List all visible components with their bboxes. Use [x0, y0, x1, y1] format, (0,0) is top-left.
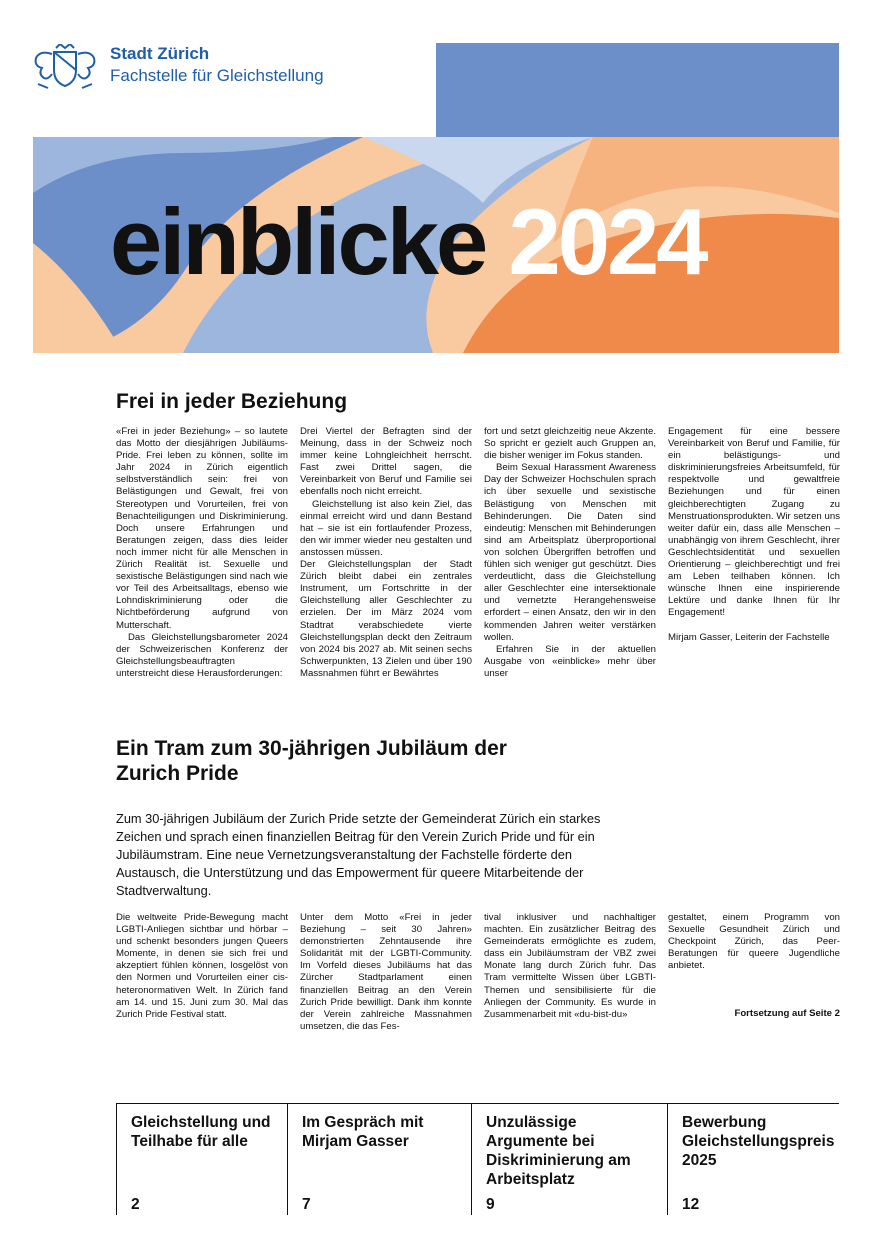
- paragraph: Beim Sexual Harassment Awareness Day der Schweizer Hochschulen sprach ich über sexuelle und sexistische Belästigung von Menschen mit Behinderungen. Die Daten sind eindeutig: Menschen mit Behinderungen sind am Arbeitsplatz überproportional von solchen Übergriffen betroffen und fühlen sich weniger gut geschützt. Dies verdeutlicht, dass die Gleichstellung aller Geschlechter eine intersektionale und vernetzte Herangehensweise erfordert – einen Ansatz, den wir in den kommenden Jahren weiter verstärken wollen.: [484, 462, 656, 643]
- article1-column-1: [116, 426, 288, 680]
- toc-title: Gleichstellung und Teilhabe für alle: [131, 1114, 271, 1150]
- toc-page-number: 7: [302, 1196, 311, 1213]
- article1-column-2: [300, 426, 472, 680]
- toc-page-number: 12: [682, 1196, 700, 1213]
- toc-title: Unzulässige Argumente bei Diskriminierung am Arbeitsplatz: [486, 1114, 631, 1188]
- paragraph: Das Gleichstellungsbarometer 2024 der Schweizerischen Konferenz der Gleichstellungsbeauftragten unterstreicht diese Herausforderungen:: [116, 631, 288, 679]
- heading-line: Ein Tram zum 30-jährigen Jubiläum der: [116, 737, 507, 760]
- toc-page-number: 2: [131, 1196, 140, 1213]
- signature: Mirjam Gasser, Leiterin der Fachstelle: [668, 631, 830, 643]
- paragraph: Erfahren Sie in der aktuellen Ausgabe von «einblicke» mehr über unser: [484, 643, 656, 679]
- article2-column-3: tival inklusiver und nachhaltiger machten. Ein zusätzlicher Beitrag des Gemeinderats ermöglichte es zudem, dass ein Jubiläumstram der VBZ zwei Monate lang durch Zürich fuhr. Das Tram vermittelte Wissen über LGBTI-Themen und sensibilisierte für die Anliegen der Community. Es wurde in Zusammenarbeit mit «du-bist-du»: [484, 912, 656, 1020]
- toc-item[interactable]: [287, 1103, 472, 1215]
- article2-column-2: Unter dem Motto «Frei in jeder Beziehung – seit 30 Jahren» demonstrierten Zehntausende ihre Solidarität mit der LGBTI-Community. Im Vorfeld dieses Jubiläums hat das Zürcher Stadtparlament einen finanziellen Beitrag an den Verein Zurich Pride bewilligt. Dank ihm konnte der Verein zahlreiche Massnahmen umsetzen, die das Fes-: [300, 912, 472, 1032]
- toc-title: Im Gespräch mit Mirjam Gasser: [302, 1114, 424, 1150]
- title-word: einblicke: [110, 189, 486, 294]
- org-unit: Fachstelle für Gleichstellung: [110, 66, 324, 85]
- org-name: Stadt Zürich: [110, 44, 210, 63]
- paragraph: Drei Viertel der Befragten sind der Meinung, dass in der Schweiz noch immer keine Lohngleichheit herrscht. Fast zwei Drittel sagen, die Vereinbarkeit von Beruf und Familie sei ebenfalls noch nicht erreicht.: [300, 426, 472, 498]
- article2-heading: [116, 736, 716, 786]
- toc-item[interactable]: [471, 1103, 668, 1215]
- continued-note: Fortsetzung auf Seite 2: [734, 1008, 840, 1019]
- toc-page-number: 9: [486, 1196, 495, 1213]
- paragraph: Engagement für eine bessere Vereinbarkeit von Beruf und Familie, für ein belästigungs- und diskriminierungsfreies Arbeitsumfeld, für respektvolle und gewaltfreie Beziehungen und für einen gleichberechtigten Zugang zu Menstruationsprodukten. Wir setzen uns weiter dafür ein, dass alle Menschen – unabhängig von ihrem Geschlecht, ihrer Geschlechtsidentität und sexuellen Orientierung – gleichberechtigt und frei am Leben teilhaben können. Ich wünsche Ihnen eine inspirierende Lektüre und danke Ihnen für Ihr Engagement!: [668, 426, 840, 619]
- article2-column-1: Die weltweite Pride-Bewegung macht LGBTI-Anliegen sichtbar und hörbar – und schenkt besonders jungen Queers Momente, in denen sie sich frei und akzeptiert fühlen können, losgelöst von den Normen und Vorurteilen einer cis-heteronormativen Welt. In Zürich fand am 14. und 15. Juni zum 30. Mal das Zurich Pride Festival statt.: [116, 912, 288, 1020]
- paragraph: Der Gleichstellungsplan der Stadt Zürich bleibt dabei ein zentrales Instrument, um Fortschritte in der Gleichstellung aller Geschlechter zu erzielen. Der im März 2024 vom Stadtrat verabschiedete vierte Gleichstellungsplan deckt den Zeitraum von 2024 bis 2027 ab. Mit seinen sechs Schwerpunkten, 13 Zielen und über 190 Massnahmen führt er Bewährtes: [300, 559, 472, 679]
- title-year: 2024: [508, 189, 706, 294]
- toc-item[interactable]: [667, 1103, 840, 1215]
- article2-column-4: gestaltet, einem Programm von Sexuelle Gesundheit Zürich und Checkpoint Zürich, das Peer-Beratungen für queere Jugendliche anbietet.: [668, 912, 840, 972]
- toc-item[interactable]: [116, 1103, 287, 1215]
- article1-column-3: [484, 426, 656, 680]
- paragraph: fort und setzt gleichzeitig neue Akzente. So spricht er gezielt auch Gruppen an, die bisher weniger im Fokus standen.: [484, 426, 656, 462]
- article2-lead: Zum 30-jährigen Jubiläum der Zurich Pride setzte der Gemeinderat Zürich ein starkes Zeichen und sprach einen finanziellen Beitrag für den Verein Zurich Pride und für ein Jubiläumstram. Eine neue Vernetzungsveranstaltung der Fachstelle förderte den Austausch, die Unterstützung und das Empowerment für queere Mitarbeitende der Stadtverwaltung.: [116, 811, 601, 898]
- paragraph: «Frei in jeder Beziehung» – so lautete das Motto der diesjährigen Jubiläums-Pride. Frei leben zu können, sollte im Jahr 2024 in Zürich eigentlich selbstverständlich sein: frei von Belästigungen und Gewalt, frei von Stereotypen und Vorurteilen, frei von Benachteiligungen und Diskriminierung. Doch unsere Erfahrungen und Beratungen zeigen, dass dies leider noch immer nicht für alle Menschen in Zürich Realität ist. Sexuelle und sexistische Belästigungen sind nach wie vor Teil des Arbeitsalltags, ebenso wie Lohndiskriminierung oder die Nichtbeförderung aufgrund von Mutterschaft.: [116, 426, 288, 631]
- heading-line: Zurich Pride: [116, 762, 239, 786]
- article1-column-4: [668, 426, 840, 644]
- paragraph: Gleichstellung ist also kein Ziel, das einmal erreicht wird und dann Bestand hat – sie ist ein fortlaufender Prozess, den wir immer wieder neu gestalten und anstossen müssen.: [300, 498, 472, 558]
- toc-title: Bewerbung Gleichstellungspreis 2025: [682, 1114, 835, 1169]
- article1-heading: Frei in jeder Beziehung: [116, 390, 348, 413]
- publication-title: [110, 189, 706, 294]
